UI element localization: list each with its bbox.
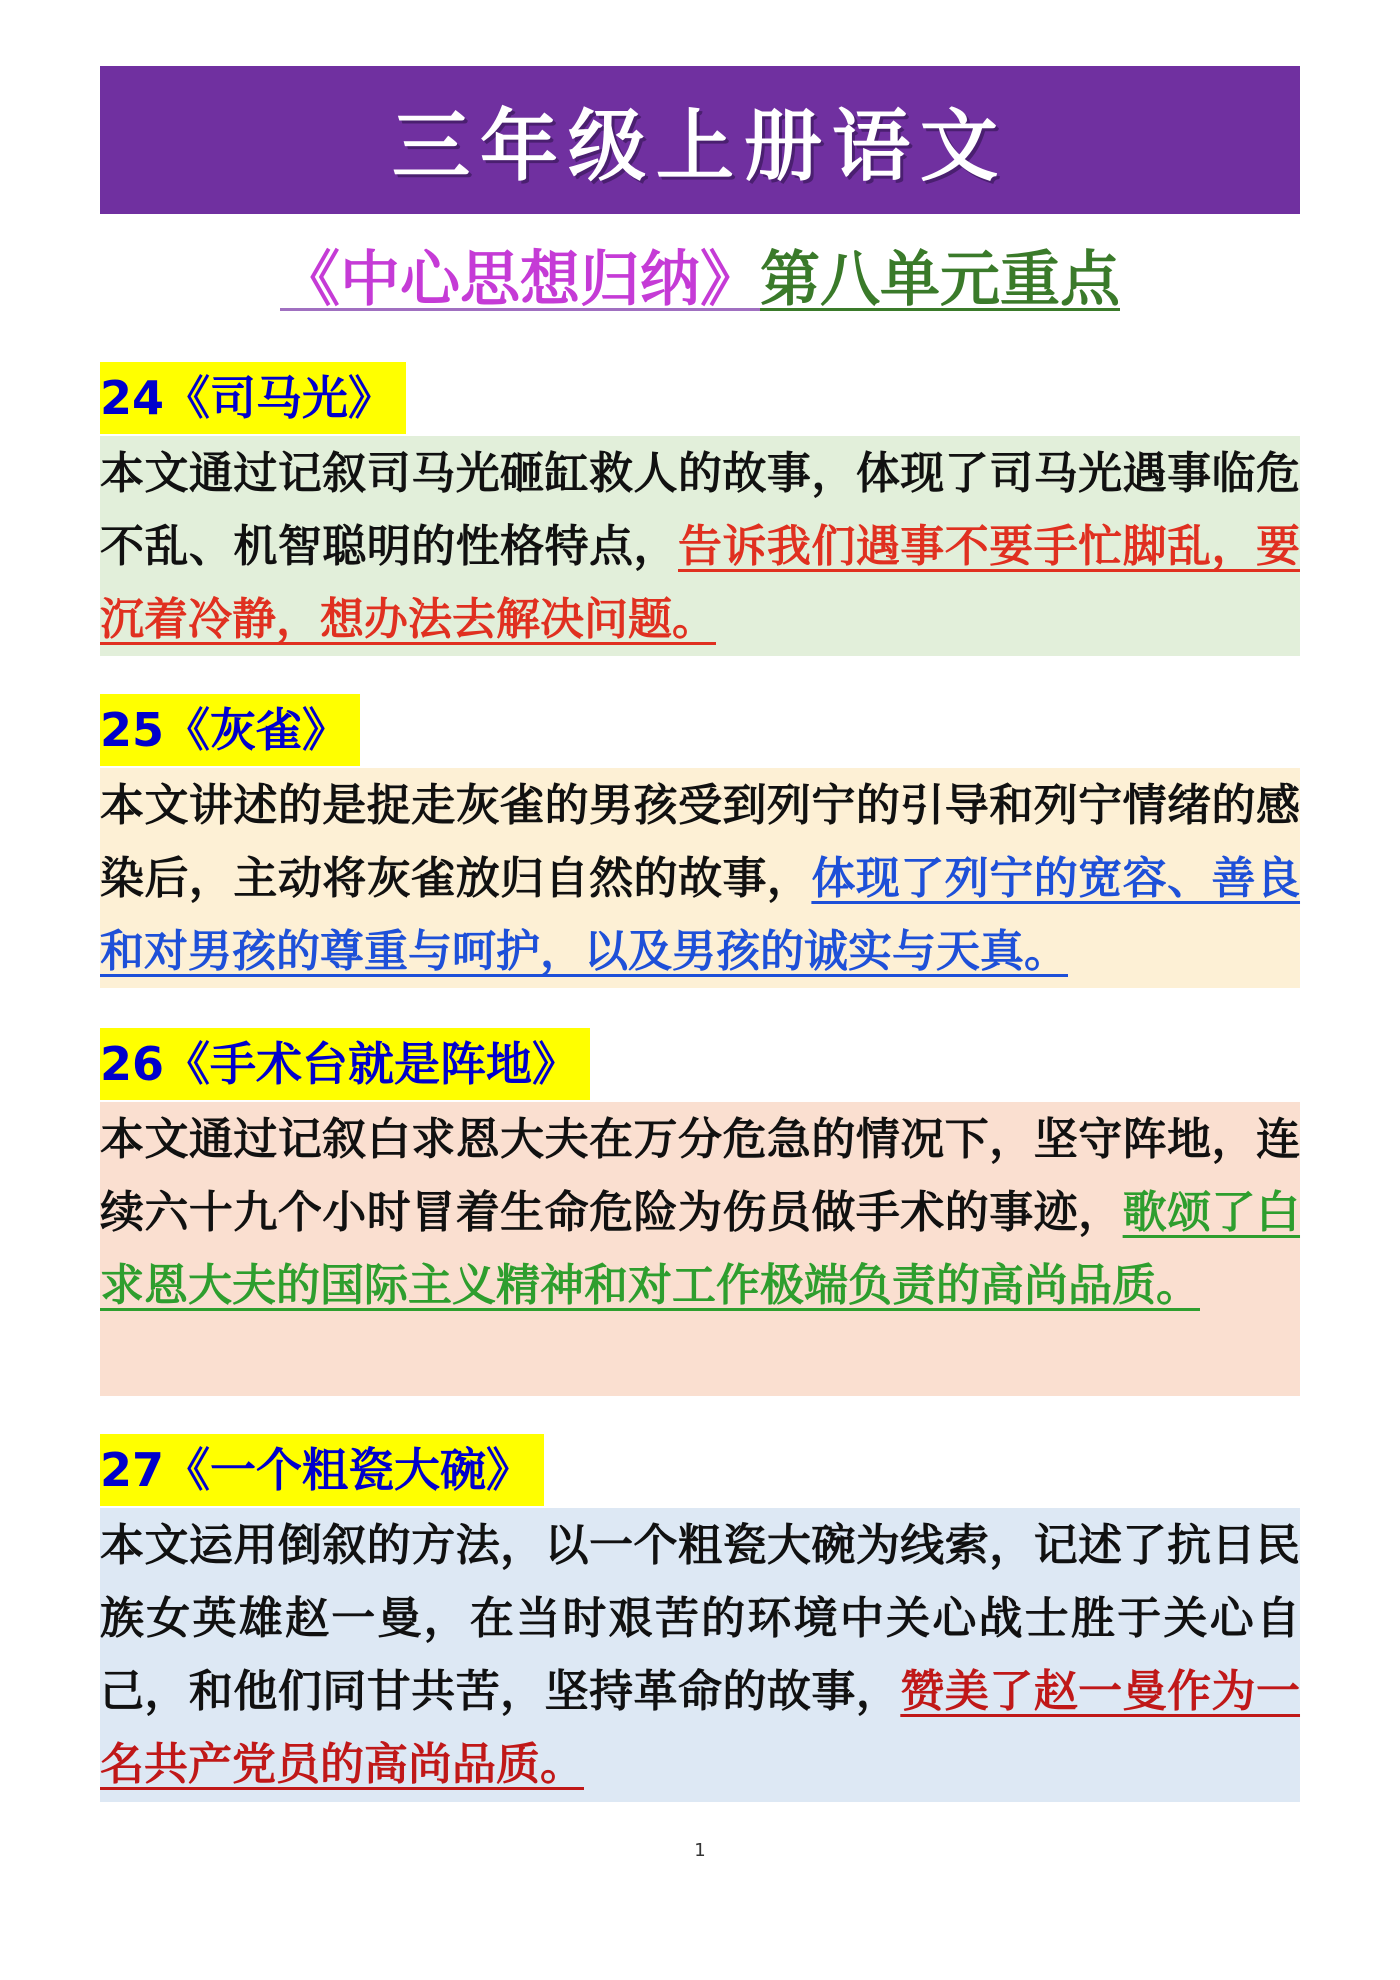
subtitle-unit: 第八单元重点	[760, 245, 1120, 315]
section-text-26: 本文通过记叙白求恩大夫在万分危急的情况下，坚守阵地，连续六十九个小时冒着生命危险为伤员做手术的事迹，	[100, 1114, 1300, 1238]
section-heading-27: 27《一个粗瓷大碗》	[100, 1434, 544, 1506]
section-text-25: 本文讲述的是捉走灰雀的男孩受到列宁的引导和列宁情绪的感染后，主动将灰雀放归自然的故事，	[100, 780, 1300, 904]
section-heading-24: 24《司马光》	[100, 362, 406, 434]
section-body-24	[100, 436, 1300, 656]
section-highlight-24: 告诉我们遇事不要手忙脚乱，要沉着冷静，想办法去解决问题。	[100, 521, 1300, 645]
section-highlight-26: 歌颂了白求恩大夫的国际主义精神和对工作极端负责的高尚品质。	[100, 1187, 1301, 1311]
page-number: 1	[694, 1840, 706, 1861]
title-banner	[100, 66, 1300, 214]
section-highlight-27: 赞美了赵一曼作为一名共产党员的高尚品质。	[100, 1666, 1301, 1790]
section-body-27	[100, 1508, 1300, 1802]
section-body-25	[100, 768, 1300, 988]
subtitle-topic: 《中心思想归纳》	[280, 245, 760, 315]
section-text-24: 本文通过记叙司马光砸缸救人的故事，体现了司马光遇事临危不乱、机智聪明的性格特点，	[100, 448, 1300, 572]
section-heading-26: 26《手术台就是阵地》	[100, 1028, 590, 1100]
section-heading-25: 25《灰雀》	[100, 694, 360, 766]
section-text-27: 本文运用倒叙的方法，以一个粗瓷大碗为线索，记述了抗日民族女英雄赵一曼，在当时艰苦的环境中关心战士胜于关心自己，和他们同甘共苦，坚持革命的故事，	[100, 1520, 1300, 1717]
section-highlight-25: 体现了列宁的宽容、善良和对男孩的尊重与呵护，以及男孩的诚实与天真。	[100, 853, 1301, 977]
subtitle	[240, 235, 1160, 315]
section-body-26	[100, 1102, 1300, 1396]
page-title: 三年级上册语文	[391, 102, 1008, 192]
